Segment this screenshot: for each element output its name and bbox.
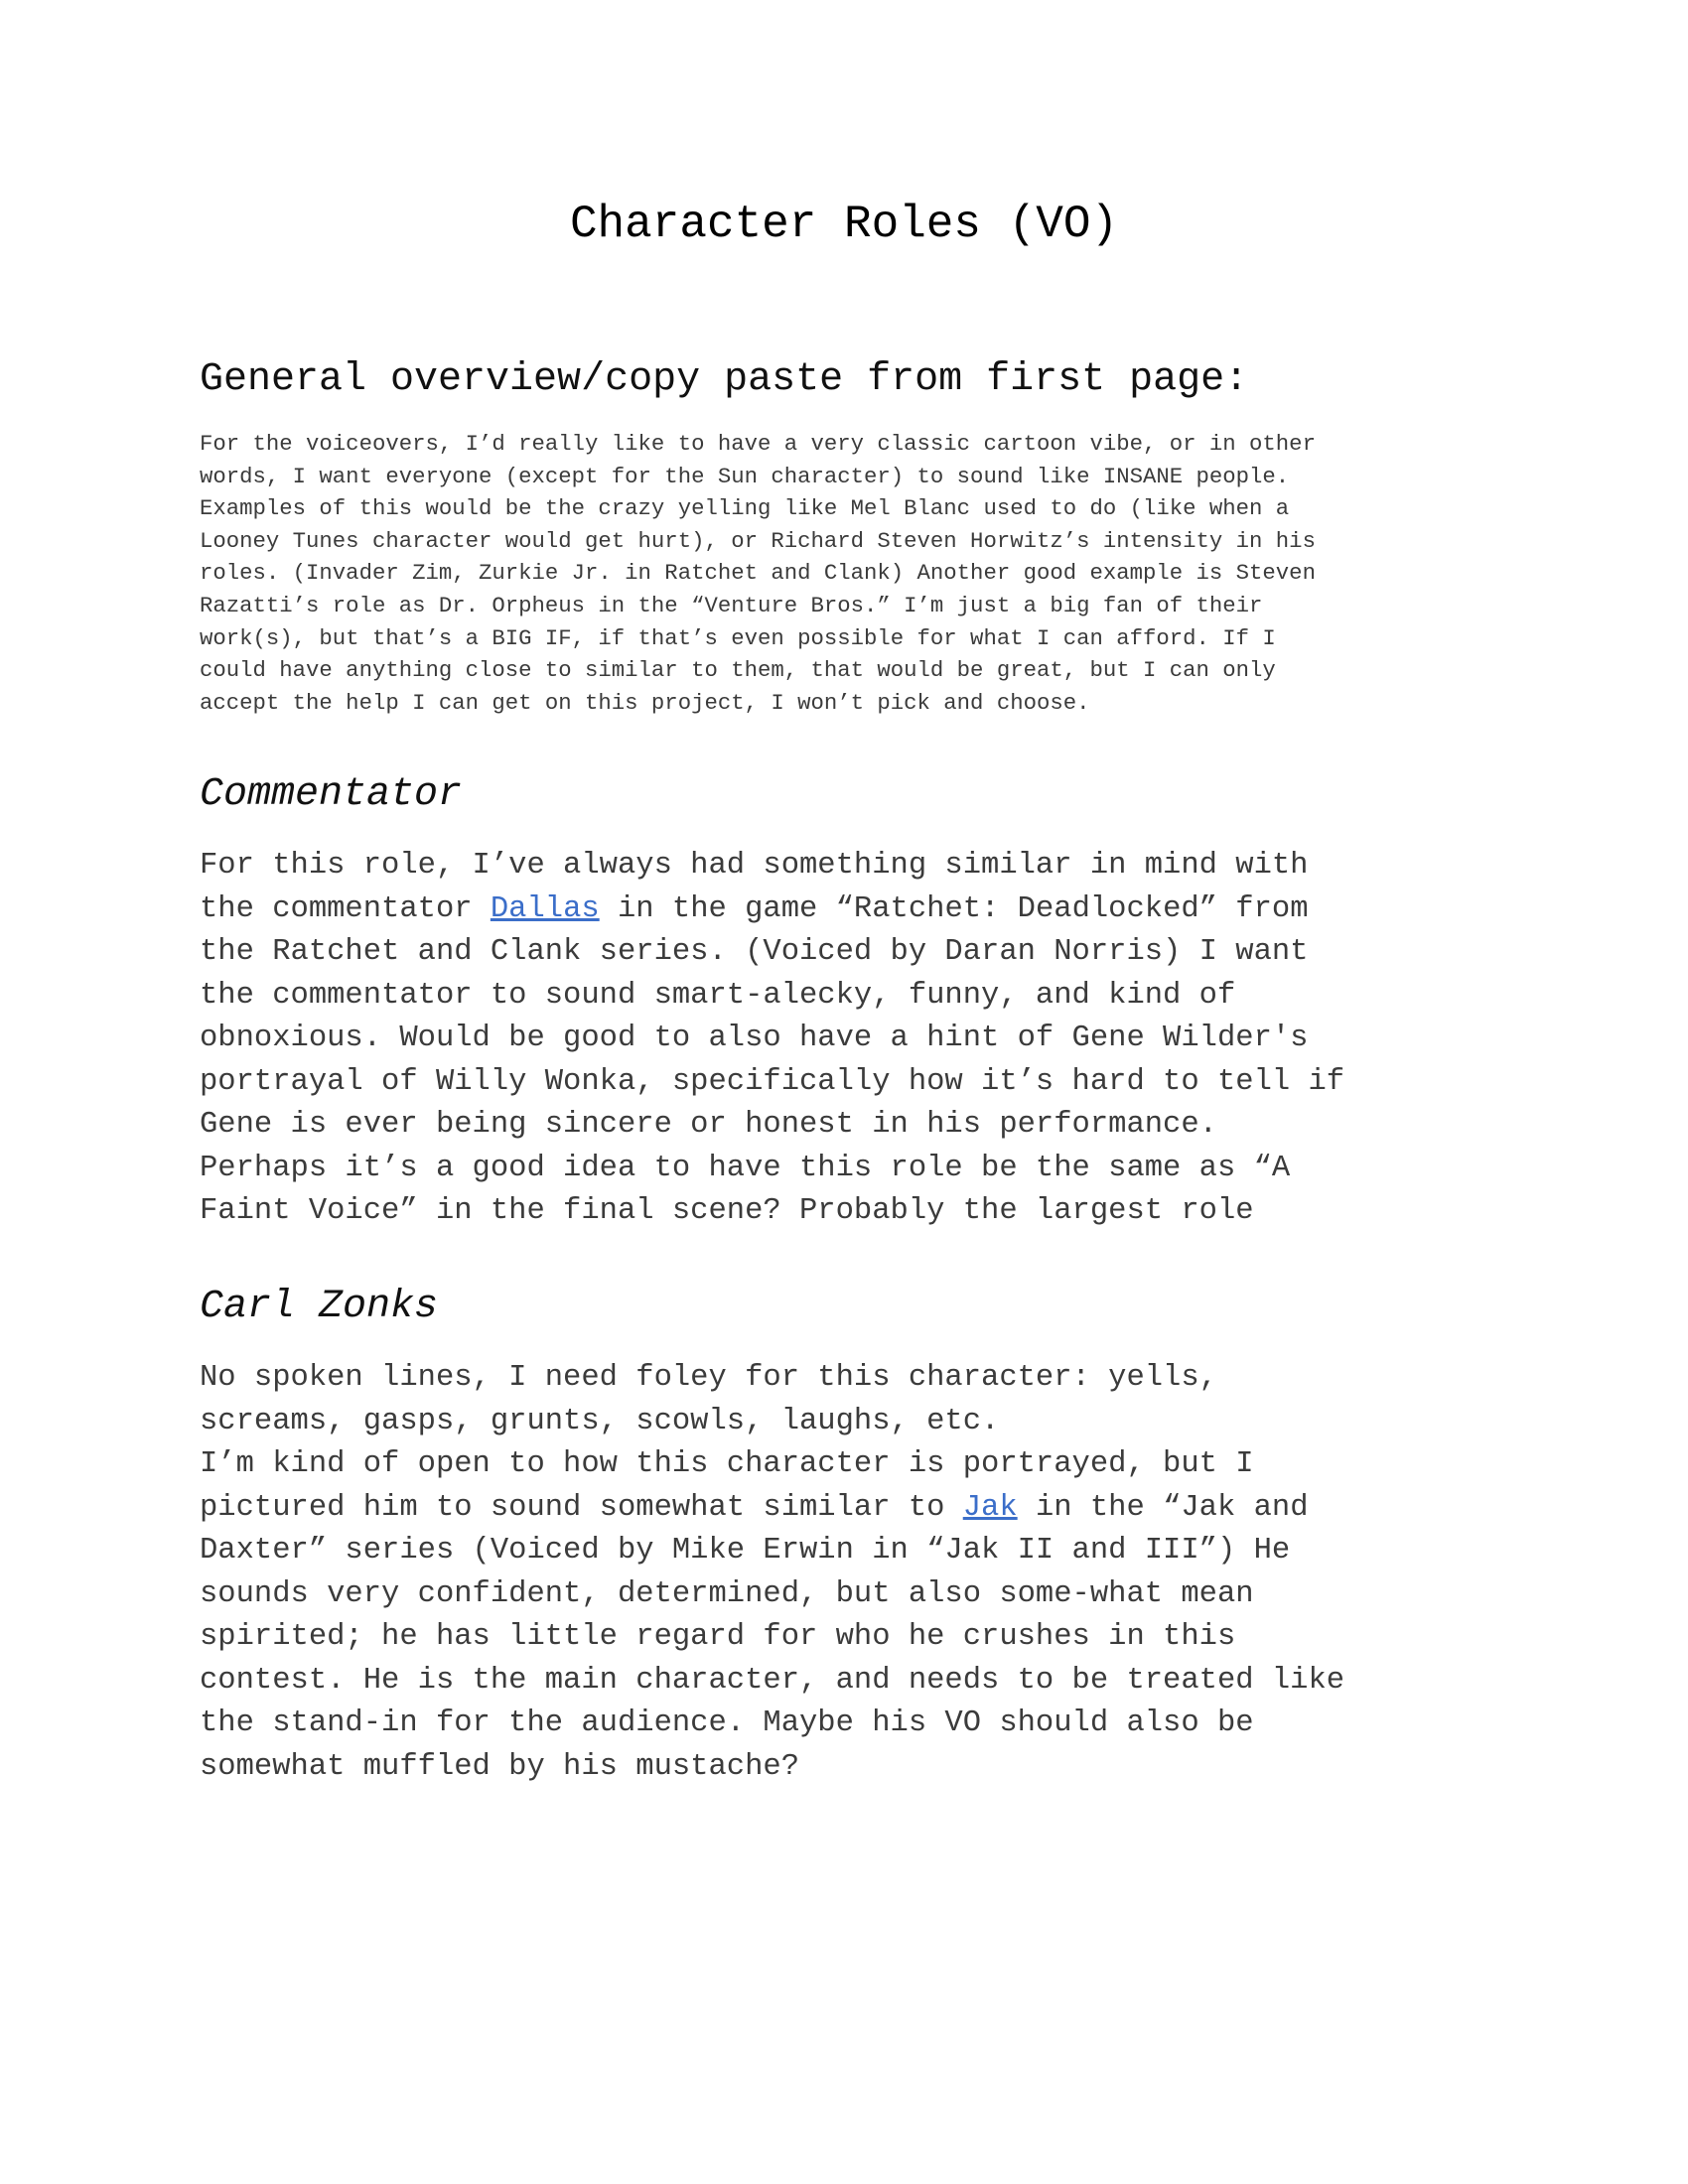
text-line: somewhat muffled by his mustache? xyxy=(200,1749,799,1784)
section-heading-commentator: Commentator xyxy=(200,772,463,817)
text-line: Daxter” series (Voiced by Mike Erwin in “Jak II and III”) He xyxy=(200,1534,1291,1568)
text-line: Perhaps it’s a good idea to have this role be the same as “A xyxy=(200,1151,1291,1185)
text-line: screams, gasps, grunts, scowls, laughs, etc. xyxy=(200,1404,1000,1438)
commentator-paragraph xyxy=(200,845,1490,1234)
overview-paragraph xyxy=(200,428,1490,719)
page-title: Character Roles (VO) xyxy=(569,199,1119,250)
text-line: could have anything close to similar to them, that would be great, but I can only xyxy=(200,657,1276,684)
text-line: the commentator xyxy=(200,891,491,926)
text-line: Faint Voice” in the final scene? Probably the largest role xyxy=(200,1194,1254,1228)
text-line: Examples of this would be the crazy yelling like Mel Blanc used to do (like when a xyxy=(200,495,1290,522)
text-line: obnoxious. Would be good to also have a hint of Gene Wilder's xyxy=(200,1022,1309,1055)
text-line: Gene is ever being sincere or honest in his performance. xyxy=(200,1108,1217,1142)
text-line: in the “Jak and xyxy=(1017,1490,1309,1525)
text-line: the Ratchet and Clank series. (Voiced by Daran Norris) I want xyxy=(200,935,1309,969)
text-line: the stand-in for the audience. Maybe his VO should also be xyxy=(200,1706,1254,1740)
dallas-link[interactable]: Dallas xyxy=(490,891,600,926)
section-heading-carl-zonks: Carl Zonks xyxy=(200,1285,439,1329)
carl-zonks-paragraph xyxy=(200,1357,1490,1789)
text-line: contest. He is the main character, and needs to be treated like xyxy=(200,1663,1345,1698)
text-line: in the game “Ratchet: Deadlocked” from xyxy=(599,891,1309,926)
text-line: work(s), but that’s a BIG IF, if that’s even possible for what I can afford. If I xyxy=(200,624,1276,651)
text-line: accept the help I can get on this project, I won’t pick and choose. xyxy=(200,689,1090,716)
text-line: sounds very confident, determined, but also some-what mean xyxy=(200,1576,1254,1611)
text-line: For this role, I’ve always had something similar in mind with xyxy=(200,849,1309,883)
text-line: words, I want everyone (except for the Sun character) to sound like INSANE people. xyxy=(200,463,1290,489)
text-line: Looney Tunes character would get hurt), or Richard Steven Horwitz’s intensity in his xyxy=(200,527,1316,554)
text-line: Razatti’s role as Dr. Orpheus in the “Venture Bros.” I’m just a big fan of their xyxy=(200,592,1263,618)
text-line: roles. (Invader Zim, Zurkie Jr. in Ratchet and Clank) Another good example is Steven xyxy=(200,560,1316,587)
text-line: spirited; he has little regard for who he crushes in this xyxy=(200,1620,1236,1654)
section-heading-overview: General overview/copy paste from first page: xyxy=(200,357,1249,402)
text-line: For the voiceovers, I’d really like to have a very classic cartoon vibe, or in other xyxy=(200,431,1316,457)
text-line: the commentator to sound smart-alecky, funny, and kind of xyxy=(200,978,1236,1013)
jak-link[interactable]: Jak xyxy=(962,1490,1018,1525)
text-line: No spoken lines, I need foley for this character: yells, xyxy=(200,1361,1217,1395)
text-line: portrayal of Willy Wonka, specifically how it’s hard to tell if xyxy=(200,1064,1345,1099)
text-line: pictured him to sound somewhat similar to xyxy=(200,1490,963,1525)
text-line: I’m kind of open to how this character is portrayed, but I xyxy=(200,1447,1254,1481)
